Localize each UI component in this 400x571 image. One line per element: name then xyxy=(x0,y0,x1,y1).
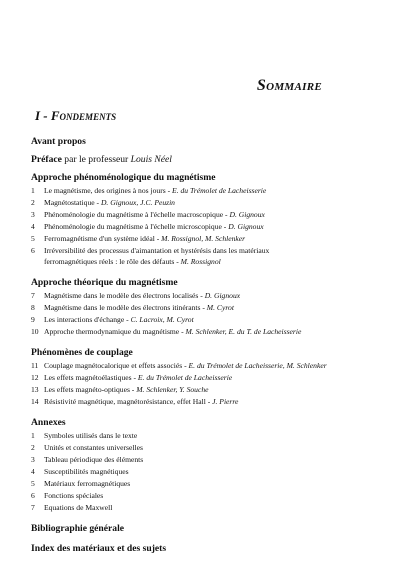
preface-label: Préface xyxy=(31,154,62,165)
list-item: 5 Matériaux ferromagnétiques xyxy=(31,479,131,488)
list-item: 2 Magnétostatique - D. Gignoux, J.C. Peuzin xyxy=(31,198,175,207)
list-item: 5 Ferromagnétisme d'un système idéal - M. Rossignol, M. Schlenker xyxy=(31,234,246,243)
section-title: Annexes xyxy=(31,417,66,428)
list-item-continuation: ferromagnétiques réels : le rôle des défauts - M. Rossignol xyxy=(44,257,221,266)
section-title: Approche théorique du magnétisme xyxy=(31,277,178,288)
section-title: Approche phénoménologique du magnétisme xyxy=(31,172,216,183)
bibliographie-heading: Bibliographie générale xyxy=(31,523,125,534)
list-item: 13 Les effets magnéto-optiques - M. Schlenker, Y. Souche xyxy=(31,385,209,394)
list-item: 7 Magnétisme dans le modèle des électrons localisés - D. Gignoux xyxy=(31,291,241,300)
list-item: 6 Irréversibilité des processus d'aimantation et hystérésis dans les matériaux xyxy=(31,246,270,255)
list-item: 8 Magnétisme dans le modèle des électrons itinérants - M. Cyrot xyxy=(31,303,234,312)
list-item: 3 Phénoménologie du magnétisme à l'échelle macroscopique - D. Gignoux xyxy=(31,210,265,219)
list-item: 4 Phénoménologie du magnétisme à l'échelle microscopique - D. Gignoux xyxy=(31,222,264,231)
list-item: 2 Unités et constantes universelles xyxy=(31,443,143,452)
list-item: 11 Couplage magnétocalorique et effets associés - E. du Trémolet de Lacheisserie, M. Schlenker xyxy=(31,361,327,370)
list-item: 1 Le magnétisme, des origines à nos jours - E. du Trémolet de Lacheisserie xyxy=(31,186,267,195)
part-heading: I - Fondements xyxy=(35,108,117,123)
list-item: 6 Fonctions spéciales xyxy=(31,491,104,500)
section-title: Phénomènes de couplage xyxy=(31,347,133,358)
page-title: Sommaire xyxy=(256,77,322,94)
preface-by: par le professeur xyxy=(64,154,129,165)
list-item: 3 Tableau périodique des éléments xyxy=(31,455,144,464)
index-heading: Index des matériaux et des sujets xyxy=(31,543,167,554)
list-item: 14 Résistivité magnétique, magnétorésistance, effet Hall - J. Pierre xyxy=(31,397,239,406)
list-item: 4 Susceptibilités magnétiques xyxy=(31,467,129,476)
avant-propos-heading: Avant propos xyxy=(31,136,86,147)
preface-author: Louis Néel xyxy=(130,154,172,165)
list-item: 9 Les interactions d'échange - C. Lacroix, M. Cyrot xyxy=(31,315,194,324)
list-item: 12 Les effets magnétoélastiques - E. du Trémolet de Lacheisserie xyxy=(31,373,233,382)
list-item: 7 Equations de Maxwell xyxy=(31,503,113,512)
list-item: 10 Approche thermodynamique du magnétisme - M. Schlenker, E. du T. de Lacheisserie xyxy=(31,327,302,336)
preface-heading xyxy=(31,154,172,165)
list-item: 1 Symboles utilisés dans le texte xyxy=(31,431,138,440)
